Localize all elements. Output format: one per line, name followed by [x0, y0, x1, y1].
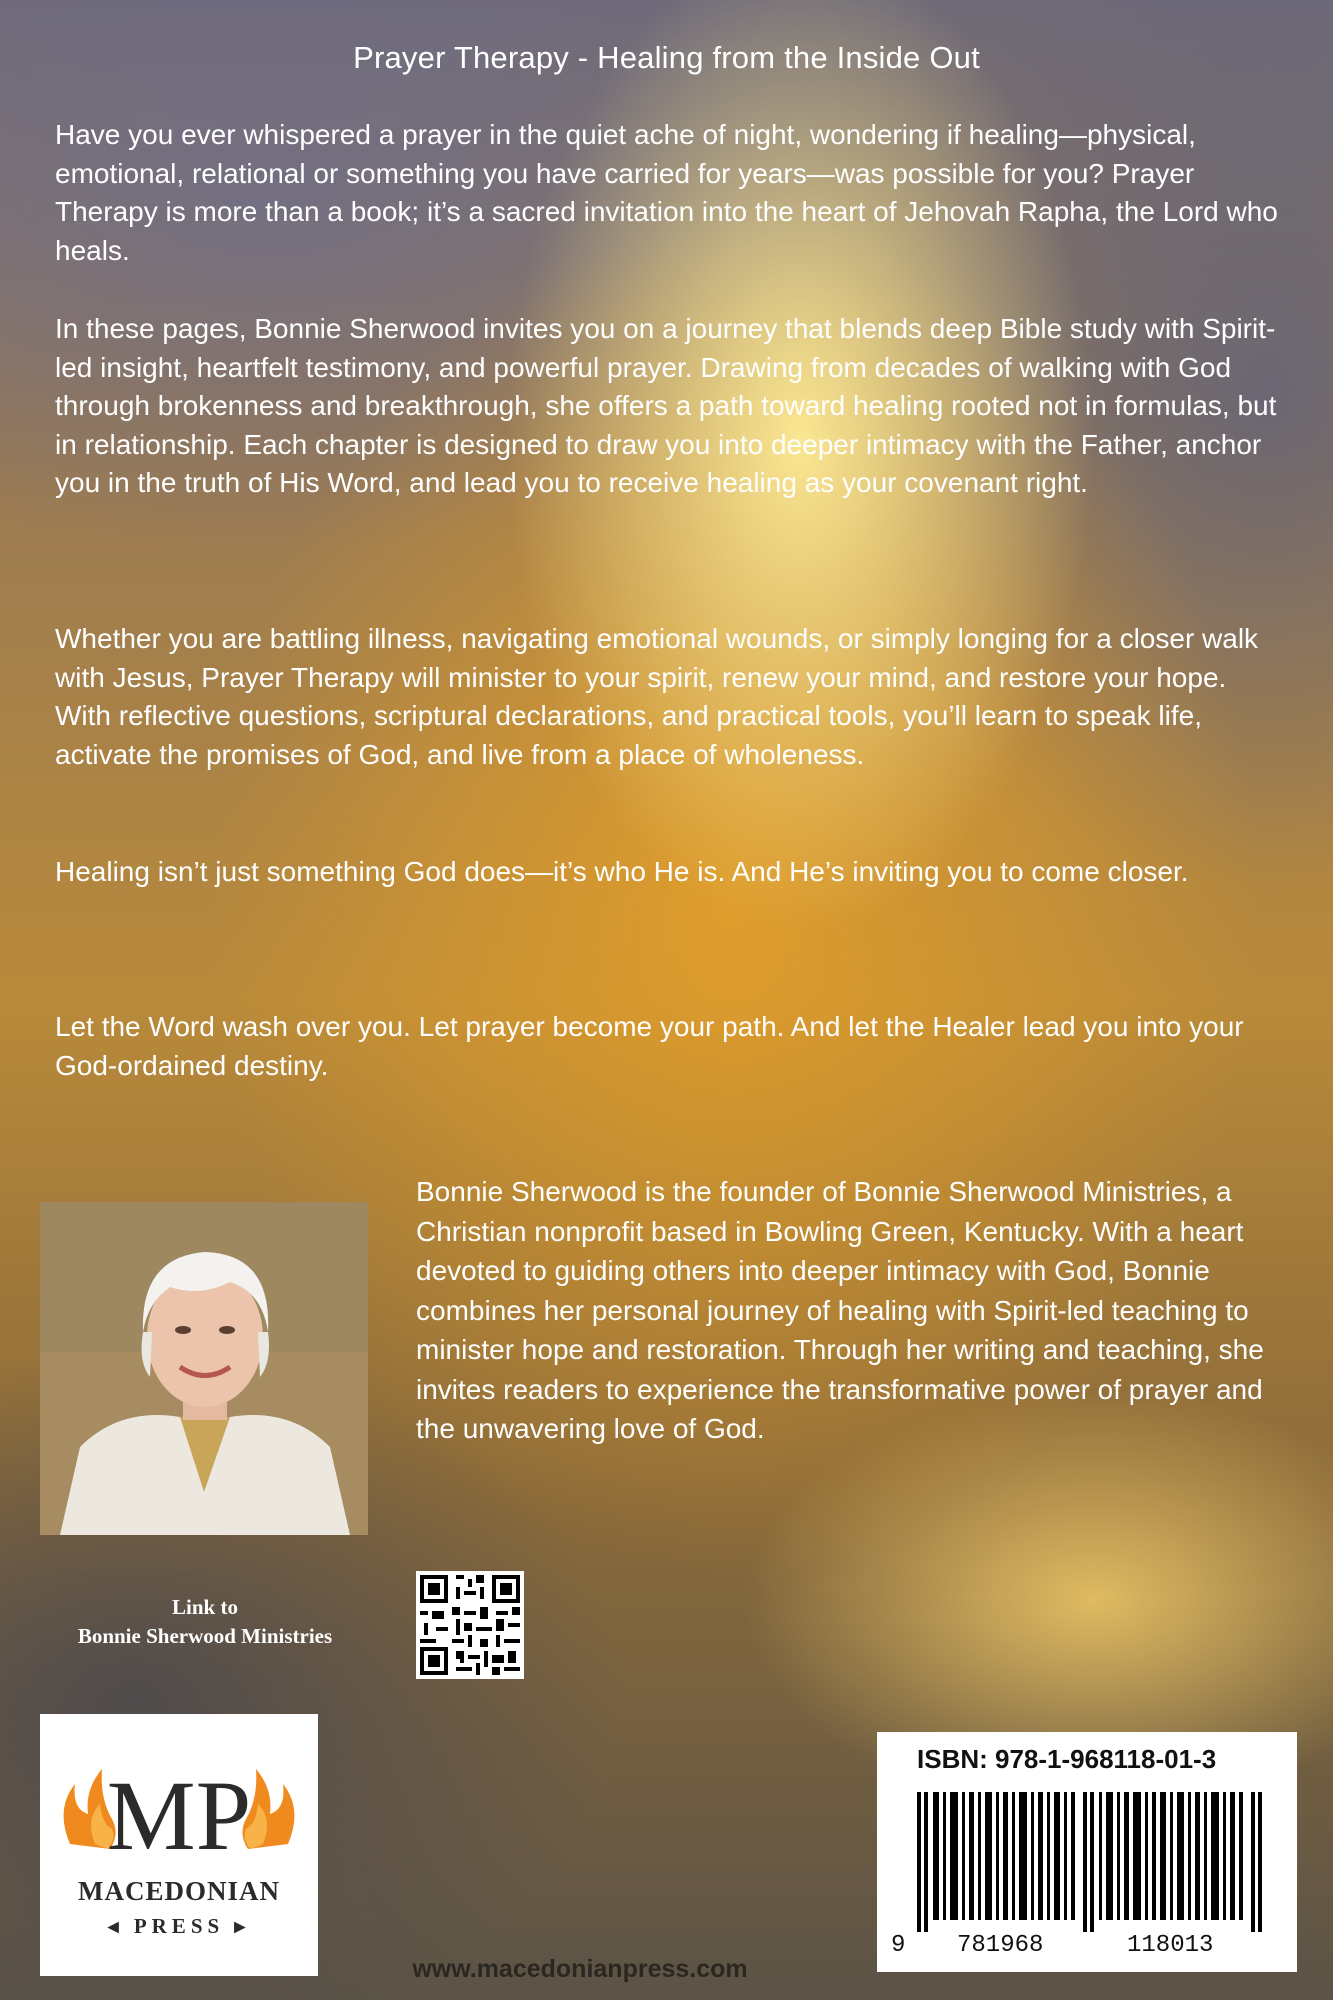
- logo-sub-text: PRESS: [133, 1914, 225, 1938]
- isbn-label: ISBN: 978-1-968118-01-3: [917, 1744, 1217, 1774]
- ministry-link-label: [20, 1593, 390, 1651]
- publisher-logo: [40, 1714, 318, 1976]
- logo-publisher-name: MACEDONIAN: [78, 1876, 280, 1906]
- qr-code[interactable]: [416, 1571, 524, 1679]
- author-photo: [40, 1202, 368, 1535]
- barcode-bars: [913, 1792, 1273, 1932]
- blurb-paragraph-2: In these pages, Bonnie Sherwood invites you on a journey that blends deep Bible study with Spirit-led insight, heartfelt testimony, and powerful prayer. Drawing from decades of walking with God through brokenness and breakthrough, she offers a path toward healing rooted not in formulas, but in relationship. Each chapter is designed to draw you into deeper intimacy with the Father, anchor you in the truth of His Word, and lead you to receive healing as your covenant right.: [55, 313, 1277, 498]
- link-label-line2: Bonnie Sherwood Ministries: [77, 1624, 333, 1648]
- link-label-line1: Link to: [172, 1595, 238, 1619]
- barcode-digits-left: 781968: [957, 1932, 1044, 1959]
- author-bio: Bonnie Sherwood is the founder of Bonnie Sherwood Ministries, a Christian nonprofit based in Bowling Green, Kentucky. With a heart devoted to guiding others into deeper intimacy with God, Bonnie combines her personal journey of healing with Spirit-led teaching to minister hope and restoration. Through her writing and teaching, she invites readers to experience the transformative power of prayer and the unwavering love of God.: [416, 1176, 1264, 1444]
- cover-title: Prayer Therapy - Healing from the Inside Out: [353, 40, 980, 75]
- publisher-website[interactable]: www.macedonianpress.com: [412, 1955, 748, 1983]
- blurb-paragraph-4: Healing isn’t just something God does—it’s who He is. And He’s inviting you to come closer.: [55, 856, 1189, 887]
- barcode-digits-right: 118013: [1127, 1932, 1214, 1959]
- blurb-paragraph-1: Have you ever whispered a prayer in the quiet ache of night, wondering if healing—physical, emotional, relational or something you have carried for years—was possible for you? Prayer Therapy is more than a book; it’s a sacred invitation into the heart of Jehovah Rapha, the Lord who heals.: [55, 119, 1278, 266]
- blurb-paragraph-5: Let the Word wash over you. Let prayer become your path. And let the Healer lead you into your God-ordained destiny.: [55, 1011, 1244, 1081]
- flame-monogram-icon: [40, 1714, 318, 1874]
- logo-monogram: MP: [106, 1760, 252, 1871]
- isbn-barcode: [877, 1732, 1297, 1972]
- barcode-digit-first: 9: [891, 1932, 906, 1959]
- blurb-paragraph-3: Whether you are battling illness, navigating emotional wounds, or simply longing for a closer walk with Jesus, Prayer Therapy will minister to your spirit, renew your mind, and restore your hope. With reflective questions, scriptural declarations, and practical tools, you’ll learn to speak life, activate the promises of God, and live from a place of wholeness.: [55, 623, 1259, 770]
- logo-publisher-sub: ◂ PRESS ▸: [108, 1914, 250, 1938]
